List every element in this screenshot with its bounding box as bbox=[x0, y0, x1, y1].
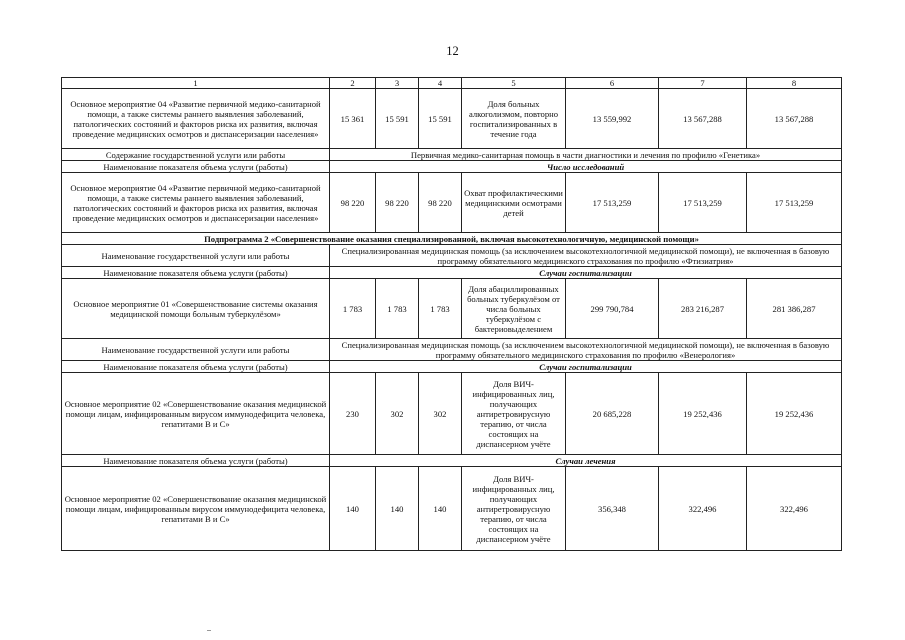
value-col-2: 140 bbox=[330, 467, 376, 551]
table-row bbox=[62, 279, 842, 339]
value-col-8: 17 513,259 bbox=[747, 173, 842, 233]
value-col-7: 283 216,287 bbox=[659, 279, 747, 339]
value-col-2: 1 783 bbox=[330, 279, 376, 339]
value-col-6: 17 513,259 bbox=[566, 173, 659, 233]
value-col-6: 356,348 bbox=[566, 467, 659, 551]
volume-indicator: Число исследований bbox=[330, 161, 842, 173]
volume-indicator: Случаи госпитализации bbox=[330, 361, 842, 373]
value-col-2: 15 361 bbox=[330, 89, 376, 149]
table-row bbox=[62, 149, 842, 161]
measure-name: Основное мероприятие 02 «Совершенствование оказания медицинской помощи лицам, инфицированным вирусом иммунодефицита человека, гепатитами В и С» bbox=[62, 373, 330, 455]
service-name: Специализированная медицинская помощь (за исключением высокотехнологичной медицинской помощи), не включенная в базовую программу обязательного медицинского страхования по профилю «Венерология» bbox=[330, 339, 842, 361]
row-label: Наименование показателя объема услуги (работы) bbox=[62, 361, 330, 373]
value-col-4: 140 bbox=[419, 467, 462, 551]
row-label: Наименование государственной услуги или работы bbox=[62, 245, 330, 267]
value-col-7: 17 513,259 bbox=[659, 173, 747, 233]
table-row bbox=[62, 339, 842, 361]
indicator-name: Доля больных алкоголизмом, повторно госпитализированных в течение года bbox=[462, 89, 566, 149]
value-col-4: 15 591 bbox=[419, 89, 462, 149]
value-col-7: 19 252,436 bbox=[659, 373, 747, 455]
measure-name: Основное мероприятие 01 «Совершенствование системы оказания медицинской помощи больным туберкулёзом» bbox=[62, 279, 330, 339]
value-col-4: 302 bbox=[419, 373, 462, 455]
table-row bbox=[62, 267, 842, 279]
table-row bbox=[62, 161, 842, 173]
value-col-8: 19 252,436 bbox=[747, 373, 842, 455]
page-number: 12 bbox=[446, 44, 459, 58]
table-row bbox=[62, 89, 842, 149]
indicator-name: Доля ВИЧ-инфицированных лиц, получающих антиретровирусную терапию, от числа состоящих на диспансерном учёте bbox=[462, 467, 566, 551]
value-col-3: 140 bbox=[376, 467, 419, 551]
measure-name: Основное мероприятие 04 «Развитие первичной медико-санитарной помощи, а также системы раннего выявления заболеваний, патологических состояний и факторов риска их развития, включая проведение медицинских осмотров и диспансеризации населения» bbox=[62, 173, 330, 233]
value-col-8: 322,496 bbox=[747, 467, 842, 551]
value-col-6: 299 790,784 bbox=[566, 279, 659, 339]
header-cell: 1 bbox=[62, 78, 330, 89]
value-col-6: 20 685,228 bbox=[566, 373, 659, 455]
value-col-3: 302 bbox=[376, 373, 419, 455]
table-row bbox=[62, 233, 842, 245]
column-number-row bbox=[62, 78, 842, 89]
value-col-3: 15 591 bbox=[376, 89, 419, 149]
header-cell: 3 bbox=[376, 78, 419, 89]
header-cell: 8 bbox=[747, 78, 842, 89]
volume-indicator: Случаи лечения bbox=[330, 455, 842, 467]
value-col-8: 281 386,287 bbox=[747, 279, 842, 339]
row-label: Наименование государственной услуги или работы bbox=[62, 339, 330, 361]
header-cell: 7 bbox=[659, 78, 747, 89]
indicator-name: Доля ВИЧ-инфицированных лиц, получающих антиретровирусную терапию, от числа состоящих на диспансерном учёте bbox=[462, 373, 566, 455]
value-col-4: 98 220 bbox=[419, 173, 462, 233]
value-col-2: 230 bbox=[330, 373, 376, 455]
indicator-name: Охват профилактическими медицинскими осмотрами детей bbox=[462, 173, 566, 233]
indicator-name: Доля абациллированных больных туберкулёзом от числа больных туберкулёзом с бактериовыделением bbox=[462, 279, 566, 339]
table-row bbox=[62, 455, 842, 467]
subprogram-title: Подпрограмма 2 «Совершенствование оказания специализированной, включая высокотехнологичную, медицинской помощи» bbox=[62, 233, 842, 245]
value-col-2: 98 220 bbox=[330, 173, 376, 233]
table-row bbox=[62, 361, 842, 373]
row-label: Наименование показателя объема услуги (работы) bbox=[62, 267, 330, 279]
header-cell: 6 bbox=[566, 78, 659, 89]
value-col-6: 13 559,992 bbox=[566, 89, 659, 149]
header-cell: 5 bbox=[462, 78, 566, 89]
scan-speck bbox=[207, 630, 211, 631]
service-name: Специализированная медицинская помощь (за исключением высокотехнологичной медицинской помощи), не включенная в базовую программу обязательного медицинского страхования по профилю «Фтизиатрия» bbox=[330, 245, 842, 267]
measure-name: Основное мероприятие 02 «Совершенствование оказания медицинской помощи лицам, инфицированным вирусом иммунодефицита человека, гепатитами В и С» bbox=[62, 467, 330, 551]
header-cell: 2 bbox=[330, 78, 376, 89]
value-col-3: 98 220 bbox=[376, 173, 419, 233]
value-col-7: 13 567,288 bbox=[659, 89, 747, 149]
value-col-7: 322,496 bbox=[659, 467, 747, 551]
table-row bbox=[62, 173, 842, 233]
service-content: Первичная медико-санитарная помощь в части диагностики и лечения по профилю «Генетика» bbox=[330, 149, 842, 161]
row-label: Содержание государственной услуги или работы bbox=[62, 149, 330, 161]
table-row bbox=[62, 245, 842, 267]
table-row bbox=[62, 467, 842, 551]
volume-indicator: Случаи госпитализации bbox=[330, 267, 842, 279]
value-col-4: 1 783 bbox=[419, 279, 462, 339]
header-cell: 4 bbox=[419, 78, 462, 89]
row-label: Наименование показателя объема услуги (работы) bbox=[62, 455, 330, 467]
value-col-8: 13 567,288 bbox=[747, 89, 842, 149]
value-col-3: 1 783 bbox=[376, 279, 419, 339]
table-row bbox=[62, 373, 842, 455]
state-task-table bbox=[61, 77, 842, 551]
measure-name: Основное мероприятие 04 «Развитие первичной медико-санитарной помощи, а также системы раннего выявления заболеваний, патологических состояний и факторов риска их развития, включая проведение медицинских осмотров и диспансеризации населения» bbox=[62, 89, 330, 149]
row-label: Наименование показателя объема услуги (работы) bbox=[62, 161, 330, 173]
